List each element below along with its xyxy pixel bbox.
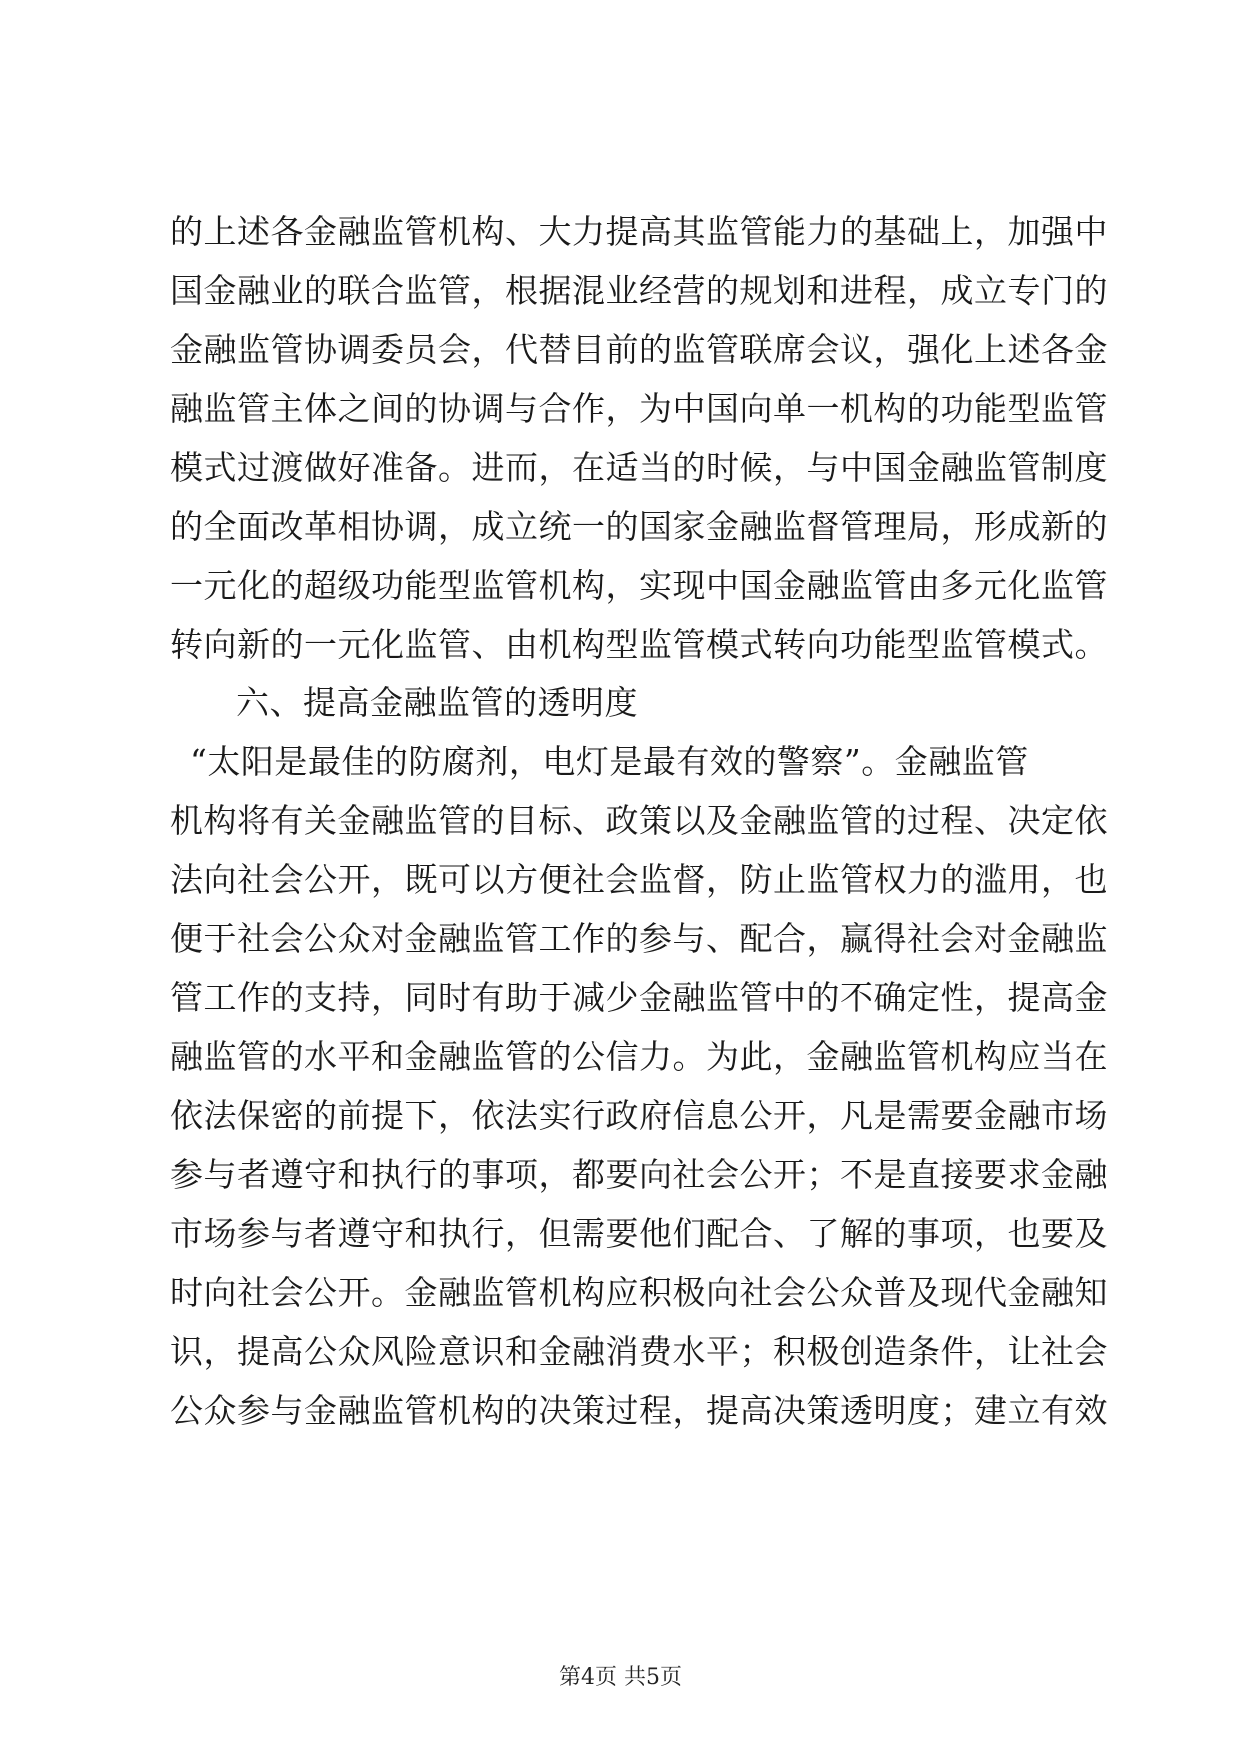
body-text-line: 管工作的支持，同时有助于减少金融监管中的不确定性，提高金 [170, 978, 1108, 1017]
body-text-line: 融监管主体之间的协调与合作，为中国向单一机构的功能型监管 [170, 389, 1108, 428]
body-text-line: 国金融业的联合监管，根据混业经营的规划和进程，成立专门的 [170, 271, 1108, 310]
body-text-line: 一元化的超级功能型监管机构，实现中国金融监管由多元化监管 [170, 566, 1108, 605]
body-text-line: 识，提高公众风险意识和金融消费水平；积极创造条件，让社会 [170, 1332, 1108, 1371]
body-text-line: 市场参与者遵守和执行，但需要他们配合、了解的事项，也要及 [170, 1214, 1108, 1253]
body-text-line: 融监管的水平和金融监管的公信力。为此，金融监管机构应当在 [170, 1037, 1108, 1076]
body-text-line: 的全面改革相协调，成立统一的国家金融监督管理局，形成新的 [170, 507, 1108, 546]
body-text-line: 金融监管协调委员会，代替目前的监管联席会议，强化上述各金 [170, 330, 1108, 369]
body-text-line: 的上述各金融监管机构、大力提高其监管能力的基础上，加强中 [170, 212, 1108, 251]
body-text-line: 便于社会公众对金融监管工作的参与、配合，赢得社会对金融监 [170, 919, 1108, 958]
section-heading: 六、提高金融监管的透明度 [236, 683, 638, 722]
body-text-line: “太阳是最佳的防腐剂，电灯是最有效的警察”。金融监管 [190, 742, 1029, 781]
body-text-line: 公众参与金融监管机构的决策过程，提高决策透明度；建立有效 [170, 1391, 1108, 1430]
body-text-line: 机构将有关金融监管的目标、政策以及金融监管的过程、决定依 [170, 801, 1108, 840]
page-footer: 第4页 共5页 [559, 1665, 682, 1690]
body-text-line: 模式过渡做好准备。进而，在适当的时候，与中国金融监管制度 [170, 448, 1108, 487]
body-text-line: 转向新的一元化监管、由机构型监管模式转向功能型监管模式。 [170, 625, 1108, 664]
body-text-line: 依法保密的前提下，依法实行政府信息公开，凡是需要金融市场 [170, 1096, 1108, 1135]
body-text-line: 参与者遵守和执行的事项，都要向社会公开；不是直接要求金融 [170, 1155, 1108, 1194]
body-text-line: 法向社会公开，既可以方便社会监督，防止监管权力的滥用，也 [170, 860, 1108, 899]
body-text-line: 时向社会公开。金融监管机构应积极向社会公众普及现代金融知 [170, 1273, 1108, 1312]
